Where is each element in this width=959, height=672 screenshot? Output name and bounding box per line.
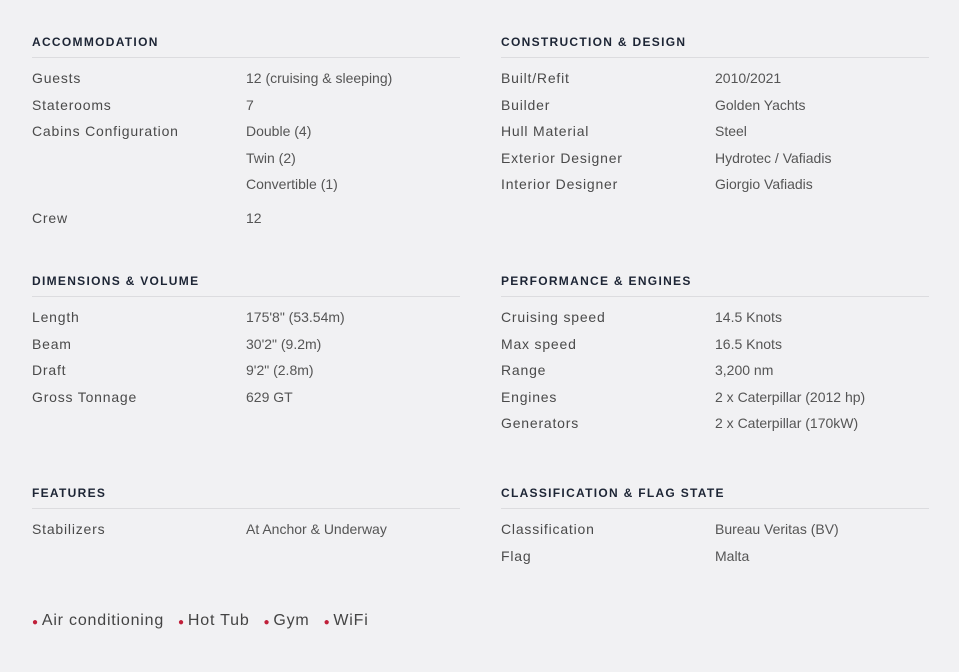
section-title: PERFORMANCE & ENGINES xyxy=(501,274,929,297)
spec-value: Golden Yachts xyxy=(715,96,806,113)
spec-label: Interior Designer xyxy=(501,176,619,193)
spec-value: Malta xyxy=(715,547,750,564)
spec-label: Range xyxy=(501,362,547,379)
spec-value: Bureau Veritas (BV) xyxy=(715,521,839,538)
performance-section xyxy=(501,274,929,437)
spec-value: Twin (2) xyxy=(246,149,296,166)
section-title: ACCOMMODATION xyxy=(32,35,460,58)
spec-row-engines xyxy=(501,384,929,411)
spec-label: Cruising speed xyxy=(501,309,606,326)
spec-value: 175'8" (53.54m) xyxy=(246,309,345,326)
amenity-item xyxy=(264,612,310,630)
spec-value: 7 xyxy=(246,96,254,113)
amenity-label: Air conditioning xyxy=(41,612,165,629)
spec-value: Convertible (1) xyxy=(246,176,338,192)
bullet-dot-icon: ● xyxy=(178,616,185,628)
section-title: DIMENSIONS & VOLUME xyxy=(32,274,460,297)
spec-value: Giorgio Vafiadis xyxy=(715,176,813,193)
bullet-dot-icon: ● xyxy=(32,616,39,628)
spec-value: 16.5 Knots xyxy=(715,335,782,352)
amenity-label: Hot Tub xyxy=(187,612,250,629)
dimensions-section xyxy=(32,274,460,410)
spec-label: Cabins Configuration xyxy=(32,123,179,139)
amenity-label: Gym xyxy=(273,612,310,629)
bullet-dot-icon: ● xyxy=(323,616,331,628)
spec-row-draft xyxy=(32,357,460,384)
spec-value: 12 xyxy=(246,209,262,226)
amenity-item xyxy=(32,612,164,630)
spec-row-classification xyxy=(501,516,929,543)
spec-row-beam xyxy=(32,331,460,358)
spec-row-builder xyxy=(501,92,929,119)
spec-label: Crew xyxy=(32,209,68,226)
bullet-dot-icon: ● xyxy=(263,616,271,628)
spec-row-length xyxy=(32,304,460,331)
spec-label: Hull Material xyxy=(501,123,590,140)
spec-value-list xyxy=(246,118,338,198)
spec-value: 3,200 nm xyxy=(715,362,774,379)
spec-label: Classification xyxy=(501,521,595,538)
spec-label: Length xyxy=(32,309,80,326)
spec-value: 2 x Caterpillar (170kW) xyxy=(715,415,859,432)
spec-row-crew xyxy=(32,205,460,232)
spec-label: Engines xyxy=(501,388,558,405)
amenity-label: WiFi xyxy=(333,612,369,629)
spec-label: Beam xyxy=(32,335,72,352)
spec-row-staterooms xyxy=(32,92,460,119)
spec-label: Exterior Designer xyxy=(501,149,623,166)
spec-label: Flag xyxy=(501,547,532,564)
section-title: CONSTRUCTION & DESIGN xyxy=(501,35,929,58)
spec-row-exterior-designer xyxy=(501,145,929,172)
spec-row-hull-material xyxy=(501,118,929,145)
classification-section xyxy=(501,486,929,569)
amenity-item xyxy=(178,612,249,630)
construction-section xyxy=(501,35,929,198)
spec-value: 9'2" (2.8m) xyxy=(246,362,314,379)
spec-value: 30'2" (9.2m) xyxy=(246,335,322,352)
spec-value: Hydrotec / Vafiadis xyxy=(715,149,832,166)
spec-label: Builder xyxy=(501,96,551,113)
spec-row-stabilizers xyxy=(32,516,460,543)
spec-row-max-speed xyxy=(501,331,929,358)
amenity-item xyxy=(324,612,369,630)
spec-row-cruising-speed xyxy=(501,304,929,331)
spec-row-cabins-configuration xyxy=(32,118,460,198)
spec-value: 629 GT xyxy=(246,388,293,405)
section-title: FEATURES xyxy=(32,486,460,509)
spec-label: Staterooms xyxy=(32,96,112,113)
accommodation-section xyxy=(32,35,460,231)
spec-row-interior-designer xyxy=(501,171,929,198)
spec-value: Double (4) xyxy=(246,123,312,139)
spec-value: At Anchor & Underway xyxy=(246,521,387,538)
features-section xyxy=(32,486,460,543)
spec-label: Gross Tonnage xyxy=(32,388,138,405)
spec-row-built-refit xyxy=(501,65,929,92)
spec-value: 2010/2021 xyxy=(715,70,782,87)
spec-label: Max speed xyxy=(501,335,577,352)
spec-label: Stabilizers xyxy=(32,521,106,538)
spec-label: Generators xyxy=(501,415,580,432)
spec-label: Guests xyxy=(32,70,82,87)
amenities-list xyxy=(32,612,369,630)
spec-value: 14.5 Knots xyxy=(715,309,782,326)
spec-row-generators xyxy=(501,410,929,437)
spec-row-gross-tonnage xyxy=(32,384,460,411)
spec-value: 12 (cruising & sleeping) xyxy=(246,70,393,87)
spec-row-range xyxy=(501,357,929,384)
spec-value: 2 x Caterpillar (2012 hp) xyxy=(715,388,866,405)
section-title: CLASSIFICATION & FLAG STATE xyxy=(501,486,929,509)
spec-label: Draft xyxy=(32,362,67,379)
spec-row-guests xyxy=(32,65,460,92)
spec-row-flag xyxy=(501,543,929,570)
spec-label: Built/Refit xyxy=(501,70,570,87)
spec-value: Steel xyxy=(715,123,747,140)
